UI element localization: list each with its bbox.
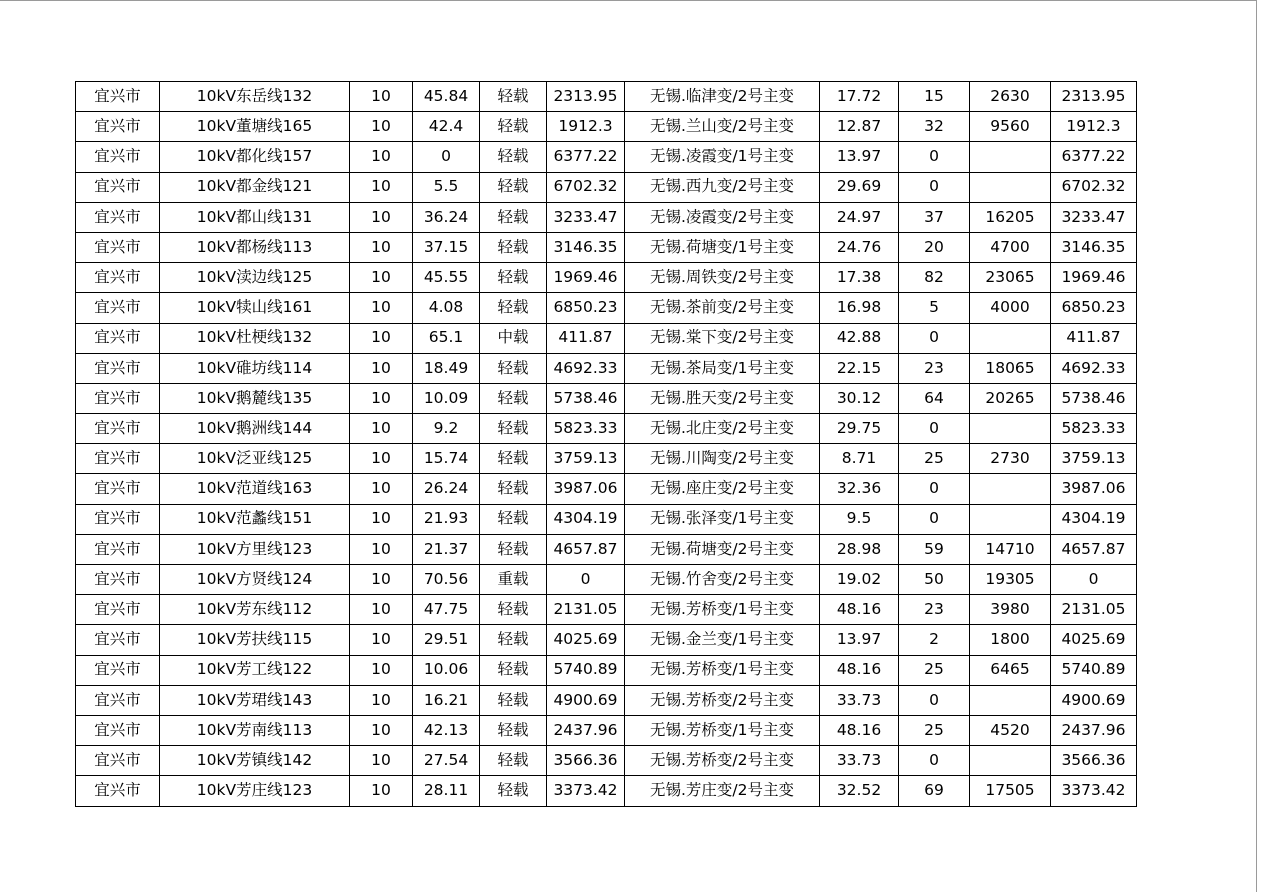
feeder-load-table xyxy=(75,81,1137,807)
remaining-capacity-cell: 3146.35 xyxy=(1051,232,1137,262)
voltage-cell: 10 xyxy=(350,82,413,112)
remaining-capacity-cell: 5738.46 xyxy=(1051,383,1137,413)
voltage-cell: 10 xyxy=(350,504,413,534)
available-capacity-cell: 4657.87 xyxy=(547,534,625,564)
voltage-cell: 10 xyxy=(350,232,413,262)
transformer-load-rate-cell: 29.69 xyxy=(820,172,899,202)
transformer-load-rate-cell: 28.98 xyxy=(820,534,899,564)
transformer-load-rate-cell: 48.16 xyxy=(820,715,899,745)
load-status-cell: 轻载 xyxy=(480,383,547,413)
load-rate-cell: 10.09 xyxy=(413,383,480,413)
line-name-cell: 10kV碓坊线114 xyxy=(160,353,350,383)
voltage-cell: 10 xyxy=(350,655,413,685)
voltage-cell: 10 xyxy=(350,172,413,202)
load-rate-cell: 65.1 xyxy=(413,323,480,353)
load-status-cell: 轻载 xyxy=(480,595,547,625)
remaining-capacity-cell: 2313.95 xyxy=(1051,82,1137,112)
load-rate-cell: 21.37 xyxy=(413,534,480,564)
available-capacity-cell: 5740.89 xyxy=(547,655,625,685)
load-status-cell: 轻载 xyxy=(480,293,547,323)
transformer-load-rate-cell: 24.76 xyxy=(820,232,899,262)
load-status-cell: 轻载 xyxy=(480,534,547,564)
city-cell: 宜兴市 xyxy=(76,625,160,655)
transformer-load-rate-cell: 48.16 xyxy=(820,655,899,685)
line-name-cell: 10kV芳南线113 xyxy=(160,715,350,745)
load-rate-cell: 37.15 xyxy=(413,232,480,262)
customer-count-cell: 59 xyxy=(899,534,970,564)
remaining-capacity-cell: 5740.89 xyxy=(1051,655,1137,685)
available-capacity-cell: 4900.69 xyxy=(547,685,625,715)
transformer-cell: 无锡.凌霞变/1号主变 xyxy=(625,142,820,172)
customer-capacity-cell: 17505 xyxy=(970,776,1051,806)
load-status-cell: 轻载 xyxy=(480,685,547,715)
customer-capacity-cell: 4520 xyxy=(970,715,1051,745)
load-status-cell: 轻载 xyxy=(480,112,547,142)
load-rate-cell: 47.75 xyxy=(413,595,480,625)
table-row xyxy=(76,112,1137,142)
load-rate-cell: 21.93 xyxy=(413,504,480,534)
voltage-cell: 10 xyxy=(350,353,413,383)
load-status-cell: 轻载 xyxy=(480,142,547,172)
table-row xyxy=(76,565,1137,595)
city-cell: 宜兴市 xyxy=(76,383,160,413)
customer-count-cell: 50 xyxy=(899,565,970,595)
city-cell: 宜兴市 xyxy=(76,534,160,564)
transformer-cell: 无锡.芳桥变/1号主变 xyxy=(625,595,820,625)
city-cell: 宜兴市 xyxy=(76,232,160,262)
transformer-load-rate-cell: 8.71 xyxy=(820,444,899,474)
line-name-cell: 10kV都金线121 xyxy=(160,172,350,202)
transformer-load-rate-cell: 17.38 xyxy=(820,263,899,293)
customer-capacity-cell xyxy=(970,142,1051,172)
customer-capacity-cell: 2730 xyxy=(970,444,1051,474)
available-capacity-cell: 5738.46 xyxy=(547,383,625,413)
voltage-cell: 10 xyxy=(350,293,413,323)
table-row xyxy=(76,263,1137,293)
customer-count-cell: 0 xyxy=(899,142,970,172)
customer-capacity-cell xyxy=(970,414,1051,444)
city-cell: 宜兴市 xyxy=(76,202,160,232)
table-row xyxy=(76,383,1137,413)
customer-capacity-cell: 2630 xyxy=(970,82,1051,112)
remaining-capacity-cell: 411.87 xyxy=(1051,323,1137,353)
load-rate-cell: 45.55 xyxy=(413,263,480,293)
table-row xyxy=(76,715,1137,745)
load-rate-cell: 36.24 xyxy=(413,202,480,232)
table-row xyxy=(76,746,1137,776)
line-name-cell: 10kV都杨线113 xyxy=(160,232,350,262)
available-capacity-cell: 5823.33 xyxy=(547,414,625,444)
table-row xyxy=(76,504,1137,534)
voltage-cell: 10 xyxy=(350,715,413,745)
table-row xyxy=(76,474,1137,504)
customer-capacity-cell xyxy=(970,746,1051,776)
voltage-cell: 10 xyxy=(350,565,413,595)
transformer-cell: 无锡.竹舍变/2号主变 xyxy=(625,565,820,595)
transformer-cell: 无锡.凌霞变/2号主变 xyxy=(625,202,820,232)
customer-count-cell: 20 xyxy=(899,232,970,262)
load-rate-cell: 26.24 xyxy=(413,474,480,504)
customer-count-cell: 0 xyxy=(899,685,970,715)
voltage-cell: 10 xyxy=(350,595,413,625)
line-name-cell: 10kV方贤线124 xyxy=(160,565,350,595)
customer-count-cell: 37 xyxy=(899,202,970,232)
customer-capacity-cell: 1800 xyxy=(970,625,1051,655)
customer-capacity-cell: 23065 xyxy=(970,263,1051,293)
city-cell: 宜兴市 xyxy=(76,263,160,293)
transformer-cell: 无锡.金兰变/1号主变 xyxy=(625,625,820,655)
transformer-cell: 无锡.芳桥变/1号主变 xyxy=(625,655,820,685)
transformer-load-rate-cell: 29.75 xyxy=(820,414,899,444)
transformer-cell: 无锡.芳庄变/2号主变 xyxy=(625,776,820,806)
customer-count-cell: 0 xyxy=(899,474,970,504)
customer-count-cell: 0 xyxy=(899,323,970,353)
transformer-load-rate-cell: 32.52 xyxy=(820,776,899,806)
voltage-cell: 10 xyxy=(350,776,413,806)
voltage-cell: 10 xyxy=(350,263,413,293)
transformer-load-rate-cell: 9.5 xyxy=(820,504,899,534)
remaining-capacity-cell: 1912.3 xyxy=(1051,112,1137,142)
transformer-cell: 无锡.临津变/2号主变 xyxy=(625,82,820,112)
transformer-cell: 无锡.荷塘变/2号主变 xyxy=(625,534,820,564)
customer-count-cell: 0 xyxy=(899,414,970,444)
customer-capacity-cell: 4700 xyxy=(970,232,1051,262)
table-row xyxy=(76,172,1137,202)
available-capacity-cell: 3566.36 xyxy=(547,746,625,776)
transformer-cell: 无锡.西九变/2号主变 xyxy=(625,172,820,202)
voltage-cell: 10 xyxy=(350,474,413,504)
load-status-cell: 轻载 xyxy=(480,444,547,474)
remaining-capacity-cell: 4692.33 xyxy=(1051,353,1137,383)
customer-count-cell: 0 xyxy=(899,172,970,202)
line-name-cell: 10kV泛亚线125 xyxy=(160,444,350,474)
available-capacity-cell: 3146.35 xyxy=(547,232,625,262)
city-cell: 宜兴市 xyxy=(76,565,160,595)
transformer-cell: 无锡.座庄变/2号主变 xyxy=(625,474,820,504)
customer-capacity-cell xyxy=(970,474,1051,504)
line-name-cell: 10kV范道线163 xyxy=(160,474,350,504)
load-rate-cell: 10.06 xyxy=(413,655,480,685)
customer-capacity-cell: 18065 xyxy=(970,353,1051,383)
transformer-load-rate-cell: 33.73 xyxy=(820,685,899,715)
available-capacity-cell: 411.87 xyxy=(547,323,625,353)
load-status-cell: 轻载 xyxy=(480,82,547,112)
transformer-cell: 无锡.茶局变/1号主变 xyxy=(625,353,820,383)
available-capacity-cell: 3233.47 xyxy=(547,202,625,232)
transformer-cell: 无锡.胜天变/2号主变 xyxy=(625,383,820,413)
available-capacity-cell: 1912.3 xyxy=(547,112,625,142)
voltage-cell: 10 xyxy=(350,534,413,564)
customer-capacity-cell xyxy=(970,172,1051,202)
table-row xyxy=(76,293,1137,323)
customer-count-cell: 25 xyxy=(899,444,970,474)
line-name-cell: 10kV芳工线122 xyxy=(160,655,350,685)
transformer-cell: 无锡.川陶变/2号主变 xyxy=(625,444,820,474)
line-name-cell: 10kV鹅洲线144 xyxy=(160,414,350,444)
transformer-cell: 无锡.芳桥变/2号主变 xyxy=(625,685,820,715)
load-rate-cell: 42.4 xyxy=(413,112,480,142)
load-rate-cell: 45.84 xyxy=(413,82,480,112)
voltage-cell: 10 xyxy=(350,202,413,232)
line-name-cell: 10kV杜梗线132 xyxy=(160,323,350,353)
remaining-capacity-cell: 5823.33 xyxy=(1051,414,1137,444)
load-rate-cell: 18.49 xyxy=(413,353,480,383)
transformer-load-rate-cell: 16.98 xyxy=(820,293,899,323)
city-cell: 宜兴市 xyxy=(76,293,160,323)
available-capacity-cell: 3759.13 xyxy=(547,444,625,474)
line-name-cell: 10kV芳庄线123 xyxy=(160,776,350,806)
load-rate-cell: 29.51 xyxy=(413,625,480,655)
city-cell: 宜兴市 xyxy=(76,444,160,474)
load-status-cell: 重载 xyxy=(480,565,547,595)
load-rate-cell: 70.56 xyxy=(413,565,480,595)
city-cell: 宜兴市 xyxy=(76,504,160,534)
line-name-cell: 10kV鹅麓线135 xyxy=(160,383,350,413)
transformer-cell: 无锡.芳桥变/1号主变 xyxy=(625,715,820,745)
customer-count-cell: 23 xyxy=(899,353,970,383)
voltage-cell: 10 xyxy=(350,383,413,413)
remaining-capacity-cell: 4657.87 xyxy=(1051,534,1137,564)
load-rate-cell: 42.13 xyxy=(413,715,480,745)
load-status-cell: 轻载 xyxy=(480,776,547,806)
remaining-capacity-cell: 6702.32 xyxy=(1051,172,1137,202)
customer-count-cell: 32 xyxy=(899,112,970,142)
remaining-capacity-cell: 3233.47 xyxy=(1051,202,1137,232)
remaining-capacity-cell: 3373.42 xyxy=(1051,776,1137,806)
remaining-capacity-cell: 1969.46 xyxy=(1051,263,1137,293)
customer-capacity-cell xyxy=(970,504,1051,534)
transformer-load-rate-cell: 24.97 xyxy=(820,202,899,232)
transformer-load-rate-cell: 48.16 xyxy=(820,595,899,625)
transformer-cell: 无锡.棠下变/2号主变 xyxy=(625,323,820,353)
city-cell: 宜兴市 xyxy=(76,353,160,383)
transformer-load-rate-cell: 22.15 xyxy=(820,353,899,383)
transformer-load-rate-cell: 42.88 xyxy=(820,323,899,353)
line-name-cell: 10kV芳东线112 xyxy=(160,595,350,625)
load-status-cell: 轻载 xyxy=(480,504,547,534)
remaining-capacity-cell: 4304.19 xyxy=(1051,504,1137,534)
table-body xyxy=(76,82,1137,807)
table-row xyxy=(76,685,1137,715)
load-status-cell: 中载 xyxy=(480,323,547,353)
transformer-load-rate-cell: 13.97 xyxy=(820,625,899,655)
remaining-capacity-cell: 4900.69 xyxy=(1051,685,1137,715)
table-row xyxy=(76,534,1137,564)
city-cell: 宜兴市 xyxy=(76,655,160,685)
remaining-capacity-cell: 2131.05 xyxy=(1051,595,1137,625)
voltage-cell: 10 xyxy=(350,323,413,353)
customer-capacity-cell: 19305 xyxy=(970,565,1051,595)
customer-count-cell: 23 xyxy=(899,595,970,625)
line-name-cell: 10kV芳珺线143 xyxy=(160,685,350,715)
load-rate-cell: 28.11 xyxy=(413,776,480,806)
voltage-cell: 10 xyxy=(350,414,413,444)
table-row xyxy=(76,444,1137,474)
transformer-cell: 无锡.茶前变/2号主变 xyxy=(625,293,820,323)
available-capacity-cell: 4025.69 xyxy=(547,625,625,655)
transformer-cell: 无锡.张泽变/1号主变 xyxy=(625,504,820,534)
transformer-load-rate-cell: 30.12 xyxy=(820,383,899,413)
city-cell: 宜兴市 xyxy=(76,142,160,172)
customer-count-cell: 69 xyxy=(899,776,970,806)
transformer-load-rate-cell: 13.97 xyxy=(820,142,899,172)
customer-capacity-cell: 4000 xyxy=(970,293,1051,323)
load-status-cell: 轻载 xyxy=(480,625,547,655)
load-rate-cell: 5.5 xyxy=(413,172,480,202)
load-rate-cell: 27.54 xyxy=(413,746,480,776)
customer-count-cell: 25 xyxy=(899,715,970,745)
remaining-capacity-cell: 6850.23 xyxy=(1051,293,1137,323)
transformer-load-rate-cell: 17.72 xyxy=(820,82,899,112)
line-name-cell: 10kV犊山线161 xyxy=(160,293,350,323)
customer-capacity-cell: 9560 xyxy=(970,112,1051,142)
voltage-cell: 10 xyxy=(350,685,413,715)
line-name-cell: 10kV范蠡线151 xyxy=(160,504,350,534)
table-row xyxy=(76,353,1137,383)
load-rate-cell: 9.2 xyxy=(413,414,480,444)
remaining-capacity-cell: 3566.36 xyxy=(1051,746,1137,776)
available-capacity-cell: 4304.19 xyxy=(547,504,625,534)
load-status-cell: 轻载 xyxy=(480,746,547,776)
transformer-cell: 无锡.芳桥变/2号主变 xyxy=(625,746,820,776)
available-capacity-cell: 1969.46 xyxy=(547,263,625,293)
customer-count-cell: 5 xyxy=(899,293,970,323)
load-rate-cell: 16.21 xyxy=(413,685,480,715)
customer-capacity-cell xyxy=(970,323,1051,353)
transformer-load-rate-cell: 19.02 xyxy=(820,565,899,595)
load-status-cell: 轻载 xyxy=(480,655,547,685)
city-cell: 宜兴市 xyxy=(76,474,160,504)
city-cell: 宜兴市 xyxy=(76,414,160,444)
load-status-cell: 轻载 xyxy=(480,202,547,232)
remaining-capacity-cell: 6377.22 xyxy=(1051,142,1137,172)
load-status-cell: 轻载 xyxy=(480,474,547,504)
customer-count-cell: 0 xyxy=(899,504,970,534)
city-cell: 宜兴市 xyxy=(76,746,160,776)
line-name-cell: 10kV都化线157 xyxy=(160,142,350,172)
table-row xyxy=(76,625,1137,655)
table-row xyxy=(76,232,1137,262)
available-capacity-cell: 6702.32 xyxy=(547,172,625,202)
voltage-cell: 10 xyxy=(350,625,413,655)
line-name-cell: 10kV渎边线125 xyxy=(160,263,350,293)
available-capacity-cell: 2131.05 xyxy=(547,595,625,625)
line-name-cell: 10kV董塘线165 xyxy=(160,112,350,142)
customer-count-cell: 0 xyxy=(899,746,970,776)
table-row xyxy=(76,202,1137,232)
customer-count-cell: 64 xyxy=(899,383,970,413)
city-cell: 宜兴市 xyxy=(76,82,160,112)
customer-capacity-cell: 16205 xyxy=(970,202,1051,232)
remaining-capacity-cell: 4025.69 xyxy=(1051,625,1137,655)
customer-capacity-cell xyxy=(970,685,1051,715)
available-capacity-cell: 3987.06 xyxy=(547,474,625,504)
transformer-load-rate-cell: 33.73 xyxy=(820,746,899,776)
customer-capacity-cell: 6465 xyxy=(970,655,1051,685)
table-row xyxy=(76,655,1137,685)
load-status-cell: 轻载 xyxy=(480,263,547,293)
remaining-capacity-cell: 0 xyxy=(1051,565,1137,595)
available-capacity-cell: 2313.95 xyxy=(547,82,625,112)
voltage-cell: 10 xyxy=(350,746,413,776)
load-rate-cell: 15.74 xyxy=(413,444,480,474)
customer-count-cell: 15 xyxy=(899,82,970,112)
line-name-cell: 10kV方里线123 xyxy=(160,534,350,564)
voltage-cell: 10 xyxy=(350,444,413,474)
line-name-cell: 10kV芳镇线142 xyxy=(160,746,350,776)
load-rate-cell: 4.08 xyxy=(413,293,480,323)
transformer-load-rate-cell: 12.87 xyxy=(820,112,899,142)
remaining-capacity-cell: 3759.13 xyxy=(1051,444,1137,474)
line-name-cell: 10kV东岳线132 xyxy=(160,82,350,112)
available-capacity-cell: 6850.23 xyxy=(547,293,625,323)
transformer-cell: 无锡.北庄变/2号主变 xyxy=(625,414,820,444)
table-row xyxy=(76,776,1137,806)
load-status-cell: 轻载 xyxy=(480,715,547,745)
customer-capacity-cell: 14710 xyxy=(970,534,1051,564)
table-row xyxy=(76,414,1137,444)
load-status-cell: 轻载 xyxy=(480,353,547,383)
city-cell: 宜兴市 xyxy=(76,323,160,353)
city-cell: 宜兴市 xyxy=(76,685,160,715)
table-row xyxy=(76,323,1137,353)
load-status-cell: 轻载 xyxy=(480,172,547,202)
table-row xyxy=(76,595,1137,625)
voltage-cell: 10 xyxy=(350,112,413,142)
available-capacity-cell: 4692.33 xyxy=(547,353,625,383)
voltage-cell: 10 xyxy=(350,142,413,172)
available-capacity-cell: 2437.96 xyxy=(547,715,625,745)
transformer-cell: 无锡.周铁变/2号主变 xyxy=(625,263,820,293)
city-cell: 宜兴市 xyxy=(76,112,160,142)
available-capacity-cell: 0 xyxy=(547,565,625,595)
city-cell: 宜兴市 xyxy=(76,776,160,806)
transformer-cell: 无锡.荷塘变/1号主变 xyxy=(625,232,820,262)
customer-capacity-cell: 20265 xyxy=(970,383,1051,413)
remaining-capacity-cell: 3987.06 xyxy=(1051,474,1137,504)
table-row xyxy=(76,82,1137,112)
load-status-cell: 轻载 xyxy=(480,414,547,444)
customer-count-cell: 25 xyxy=(899,655,970,685)
load-rate-cell: 0 xyxy=(413,142,480,172)
city-cell: 宜兴市 xyxy=(76,172,160,202)
line-name-cell: 10kV芳扶线115 xyxy=(160,625,350,655)
load-status-cell: 轻载 xyxy=(480,232,547,262)
city-cell: 宜兴市 xyxy=(76,715,160,745)
customer-capacity-cell: 3980 xyxy=(970,595,1051,625)
transformer-load-rate-cell: 32.36 xyxy=(820,474,899,504)
remaining-capacity-cell: 2437.96 xyxy=(1051,715,1137,745)
city-cell: 宜兴市 xyxy=(76,595,160,625)
line-name-cell: 10kV都山线131 xyxy=(160,202,350,232)
table-row xyxy=(76,142,1137,172)
customer-count-cell: 82 xyxy=(899,263,970,293)
transformer-cell: 无锡.兰山变/2号主变 xyxy=(625,112,820,142)
available-capacity-cell: 3373.42 xyxy=(547,776,625,806)
customer-count-cell: 2 xyxy=(899,625,970,655)
available-capacity-cell: 6377.22 xyxy=(547,142,625,172)
